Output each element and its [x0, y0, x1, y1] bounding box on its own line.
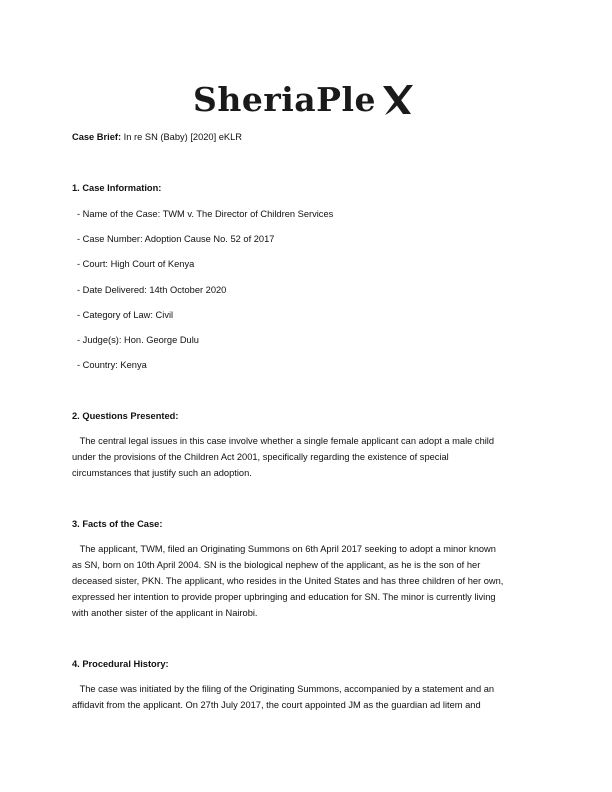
list-item: - Court: High Court of Kenya — [77, 259, 195, 269]
logo-wordmark: SheriaPle — [193, 80, 376, 119]
list-item: - Case Number: Adoption Cause No. 52 of 2017 — [77, 234, 275, 244]
section-heading-case-information: 1. Case Information: — [72, 183, 162, 193]
paragraph-questions-presented — [72, 433, 542, 481]
list-item: - Judge(s): Hon. George Dulu — [77, 335, 199, 345]
section-heading-questions-presented: 2. Questions Presented: — [72, 411, 179, 421]
paragraph-facts — [72, 541, 542, 621]
logo-x-mark-icon — [381, 82, 415, 118]
section-heading-facts: 3. Facts of the Case: — [72, 519, 163, 529]
paragraph-line: under the provisions of the Children Act 2001, specifically regarding the existence of special — [72, 452, 449, 462]
list-item: - Category of Law: Civil — [77, 310, 174, 320]
case-brief-line — [72, 129, 242, 145]
list-item: - Country: Kenya — [77, 360, 147, 370]
case-brief-value: In re SN (Baby) [2020] eKLR — [121, 132, 243, 142]
case-brief-label: Case Brief: — [72, 132, 122, 142]
list-item: - Name of the Case: TWM v. The Director of Children Services — [77, 209, 334, 219]
section-heading-procedural-history: 4. Procedural History: — [72, 659, 169, 669]
paragraph-line: affidavit from the applicant. On 27th July 2017, the court appointed JM as the guardian ad litem and — [72, 700, 481, 710]
paragraph-line: circumstances that justify such an adoption. — [72, 468, 252, 478]
paragraph-line: expressed her intention to provide proper upbringing and education for SN. The minor is currently living — [72, 592, 496, 602]
list-item: - Date Delivered: 14th October 2020 — [77, 285, 227, 295]
paragraph-line: The case was initiated by the filing of the Originating Summons, accompanied by a statement and an — [72, 684, 495, 694]
sheriaplex-logo — [193, 80, 423, 120]
paragraph-line: The central legal issues in this case involve whether a single female applicant can adopt a male child — [72, 436, 495, 446]
paragraph-procedural-history — [72, 681, 542, 713]
paragraph-line: as SN, born on 10th April 2004. SN is the biological nephew of the applicant, as he is the son of her — [72, 560, 481, 570]
paragraph-line: The applicant, TWM, filed an Originating Summons on 6th April 2017 seeking to adopt a minor known — [72, 544, 496, 554]
paragraph-line: with another sister of the applicant in Nairobi. — [72, 608, 258, 618]
paragraph-line: deceased sister, PKN. The applicant, who resides in the United States and has three children of her own, — [72, 576, 504, 586]
